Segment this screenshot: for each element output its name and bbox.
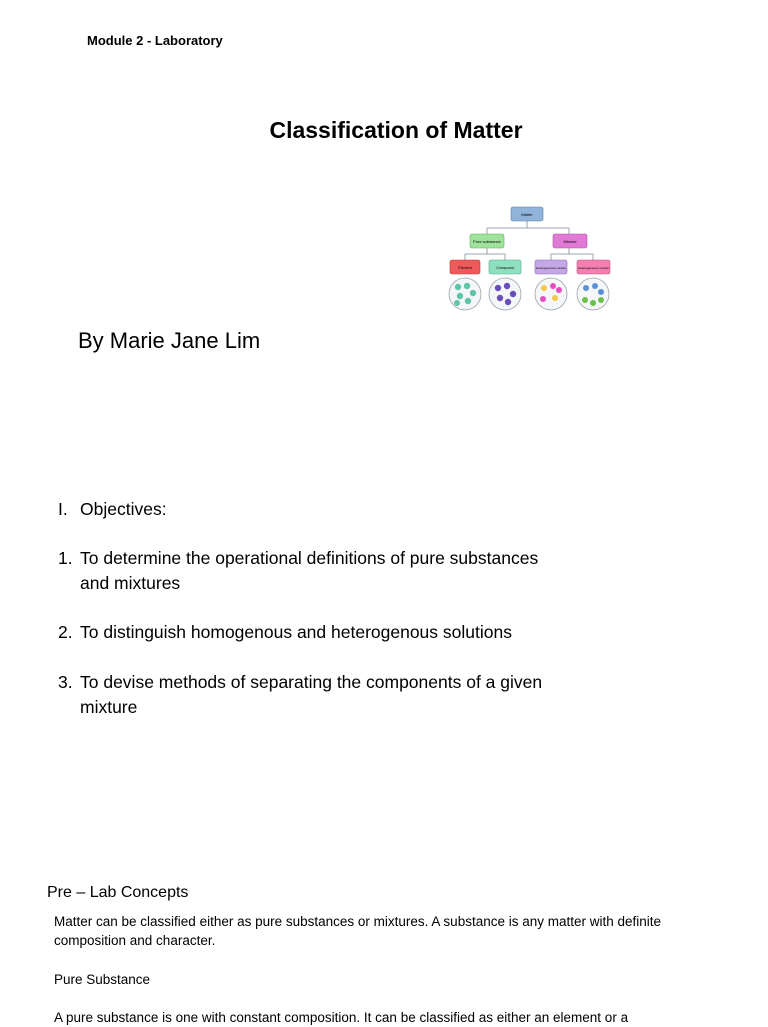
objective-item bbox=[58, 546, 578, 596]
classification-diagram bbox=[447, 202, 615, 314]
objective-item bbox=[58, 670, 578, 720]
diagram-label-homogeneous: Homogeneous mixture bbox=[535, 266, 567, 270]
author-line: By Marie Jane Lim bbox=[78, 328, 261, 353]
diagram-circle-compound bbox=[489, 278, 521, 310]
diagram-label-heterogeneous: Heterogeneous mixture bbox=[577, 266, 610, 270]
objectives-heading bbox=[58, 497, 167, 522]
diagram-label-element: Element bbox=[458, 266, 472, 270]
diagram-circle-element bbox=[449, 278, 481, 310]
document-title: Classification of Matter bbox=[269, 117, 523, 143]
objective-item bbox=[58, 620, 578, 645]
prelab-paragraph: A pure substance is one with constant composition. It can be classified as either an element or a bbox=[54, 1010, 629, 1025]
diagram-label-matter: Matter bbox=[521, 212, 533, 217]
diagram-label-mixture: Mixture bbox=[563, 239, 577, 244]
prelab-subheading: Pure Substance bbox=[54, 972, 151, 987]
module-label: Module 2 - Laboratory bbox=[87, 33, 223, 48]
objective-number: 3. bbox=[58, 672, 73, 692]
objective-text: To devise methods of separating the components of a given mixture bbox=[80, 672, 543, 717]
objective-number: 2. bbox=[58, 622, 73, 642]
prelab-paragraph: Matter can be classified either as pure substances or mixtures. A substance is any matter with definite composition and character. bbox=[54, 914, 662, 948]
objective-text: To determine the operational definitions of pure substances and mixtures bbox=[80, 548, 539, 593]
diagram-label-compound: Compound bbox=[496, 266, 514, 270]
prelab-heading: Pre – Lab Concepts bbox=[47, 884, 189, 901]
objective-number: 1. bbox=[58, 548, 73, 568]
objectives-heading-text: Objectives: bbox=[80, 499, 167, 519]
objective-text: To distinguish homogenous and heterogenous solutions bbox=[80, 622, 512, 642]
classification-diagram-svg bbox=[447, 202, 615, 314]
objectives-heading-num: I. bbox=[58, 499, 68, 519]
diagram-circle-homogeneous bbox=[535, 278, 567, 310]
diagram-label-pure: Pure substance bbox=[473, 239, 501, 244]
